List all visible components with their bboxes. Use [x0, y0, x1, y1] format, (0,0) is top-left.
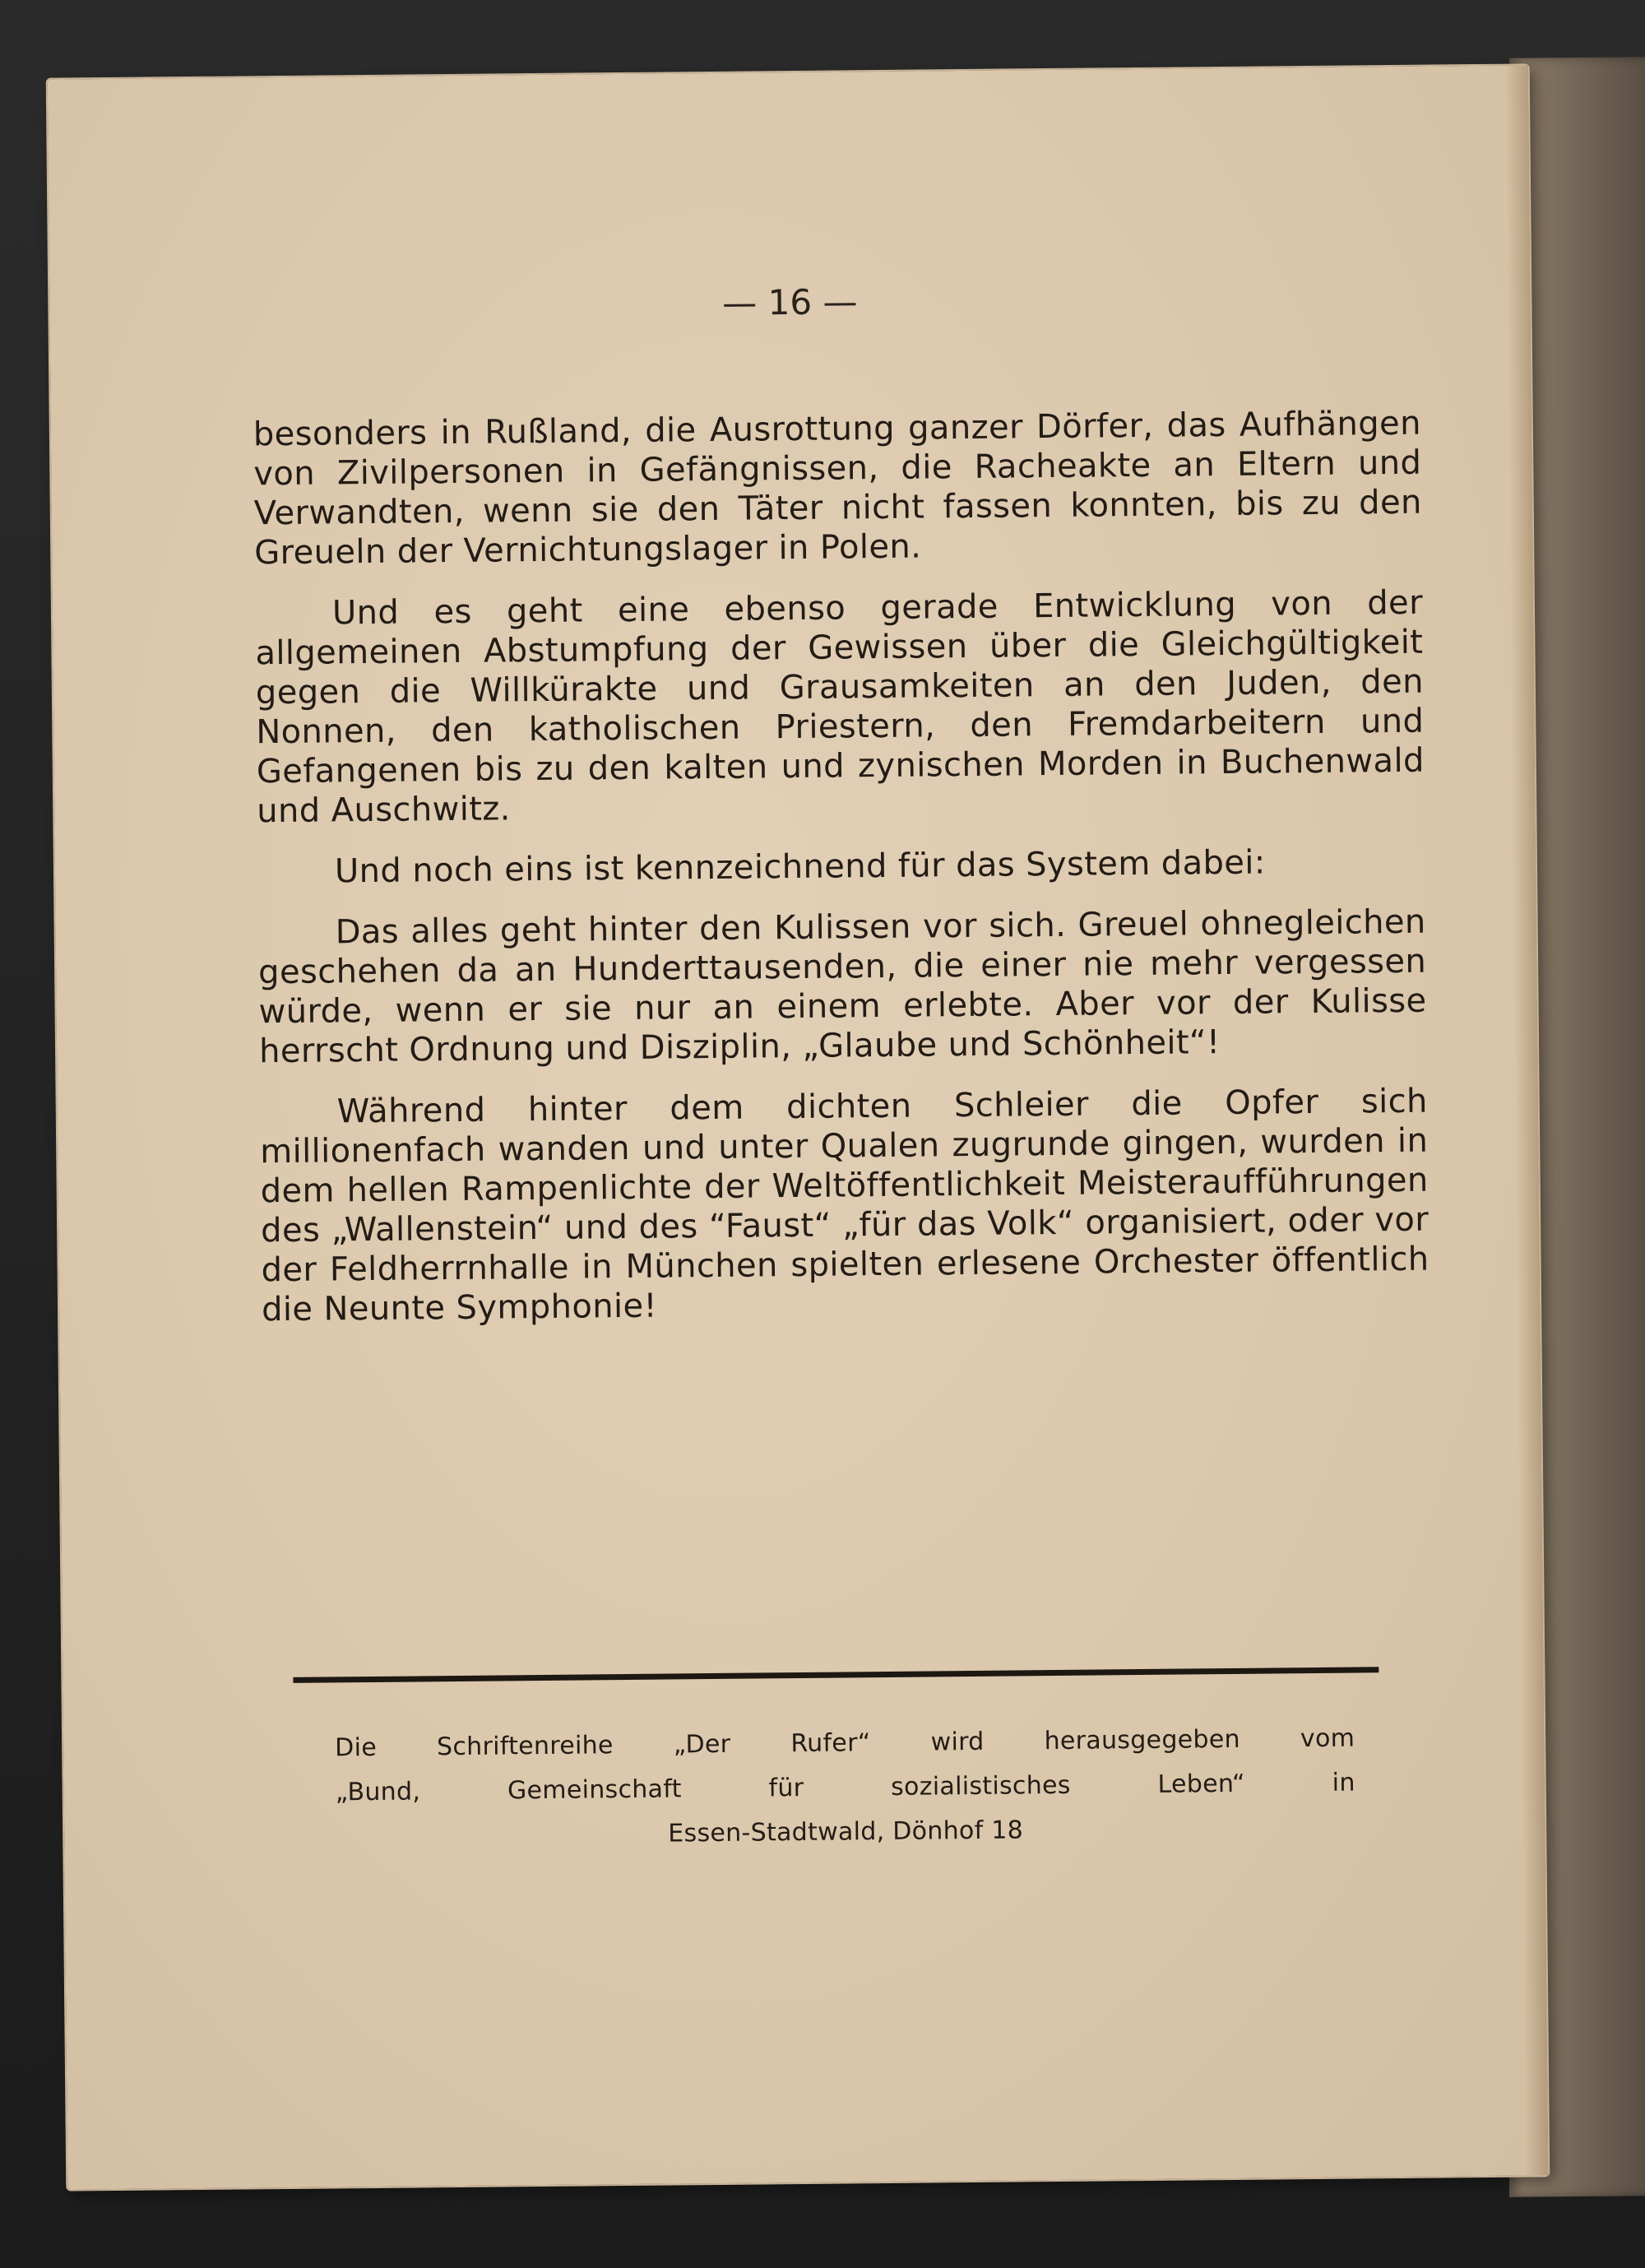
paragraph-2: Und es geht eine ebenso gerade Entwicklung von der allgemeinen Abstumpfung der Gewissen über die Gleichgültigkeit gegen die Willkürakte und Grausamkeiten an den Juden, den Nonnen, den katholischen Priestern, den Fremdarbeitern und Gefangenen bis zu den kalten und zynischen Morden in Buchenwald und Auschwitz. [255, 583, 1425, 831]
booklet-page [48, 65, 1549, 2189]
body-text [253, 404, 1430, 1352]
paragraph-4: Das alles geht hinter den Kulissen vor sich. Greuel ohnegleichen geschehen da an Hunderttausenden, die einer nie mehr vergessen würde, wenn er sie nur an einem erlebte. Aber vor der Kulisse herrscht Ordnung und Disziplin, „Glaube und Schönheit“! [257, 902, 1427, 1071]
colophon-line-1: Die Schriftenreihe „Der Rufer“ wird herausgegeben vom [335, 1723, 1355, 1763]
paragraph-5: Während hinter dem dichten Schleier die Opfer sich millionenfach wanden und unter Qualen zugrunde gingen, wurden in dem hellen Rampenlichte der Weltöffentlichkeit Meisteraufführungen des „Wallenstein“ und des “Faust“ „für das Volk“ organisiert, oder vor der Feldherrnhalle in München spielten erlesene Orchester öffentlich die Neunte Symphonie! [260, 1082, 1430, 1329]
paragraph-1: besonders in Rußland, die Ausrottung ganzer Dörfer, das Aufhängen von Zivilpersonen in Gefängnissen, die Racheakte an Eltern und Verwandten, wenn sie den Täter nicht fassen konnten, bis zu den Greueln der Vernichtungslager in Polen. [253, 404, 1422, 573]
colophon-line-2: „Bund, Gemeinschaft für sozialistisches Leben“ in [335, 1768, 1355, 1807]
paragraph-3: Und noch eins ist kennzeichnend für das System dabei: [334, 843, 1266, 891]
colophon-line-3: Essen-Stadtwald, Dönhof 18 [668, 1816, 1024, 1848]
divider-rule [293, 1667, 1379, 1683]
page-number: — 16 — [722, 281, 858, 323]
colophon [335, 1717, 1355, 1860]
